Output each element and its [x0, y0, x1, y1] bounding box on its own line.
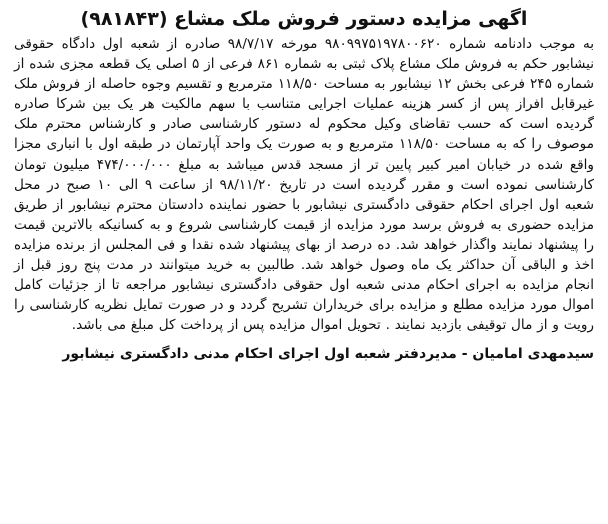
- notice-body: به موجب دادنامه شماره ۹۸۰۹۹۷۵۱۹۷۸۰۰۶۲۰ مورخه ۹۸/۷/۱۷ صادره از شعبه اول دادگاه حقوقی نیشابور حکم به فروش ملک مشاع پلاک ثبتی به شماره ۸۶۱ فرعی از ۵ اصلی یک قطعه مجزی شده از شماره ۲۴۵ فرعی بخش ۱۲ نیشابور به مساحت ۱۱۸/۵۰ مترمربع و تقسیم وجوه حاصله از فروش ملک غیرقابل افراز پس از کسر هزینه عملیات اجرایی متناسب با سهم مالکیت هر یک بین شرکا صادره گردیده است که حسب تقاضای وکیل محکوم له دستور کارشناسی صادر و کارشناس محترم ملک موصوف را که به مساحت ۱۱۸/۵۰ مترمربع و به صورت یک واحد آپارتمان در طبقه اول با انباری مجزا واقع شده در خیابان امیر کبیر پایین تر از مسجد قدس میباشد به مبلغ ۴۷۴/۰۰۰/۰۰۰ میلیون تومان کارشناسی نموده است و مقرر گردیده است در تاریخ ۹۸/۱۱/۲۰ از ساعت ۹ الی ۱۰ صبح در محل شعبه اول اجرای احکام حقوقی دادگستری نیشابور با حضور نماینده دادستان محترم نیشابور از طریق مزایده حضوری به فروش برسد مورد مزایده از قیمت کارشناسی شروع و به کسانیکه بالاترین قیمت را پیشنهاد نمایند واگذار خواهد شد. ده درصد از بهای پیشنهاد شده نقدا و فی المجلس از برنده مزایده اخذ و الباقی آن حداکثر یک ماه وصول خواهد شد. طالبین به خرید میتوانند در مدت پنج روز قبل از انجام مزایده به اجرای احکام مدنی شعبه اول حقوقی دادگستری نیشابور مراجعه تا از جزئیات کامل اموال مورد مزایده مطلع و مزایده برای خریداران تشریح گردد و در صورت تمایل نظریه کارشناسی را رویت و از مال توقیفی بازدید نمایند . تحویل اموال مزایده پس از پرداخت کل مبلغ می باشد.: [14, 36, 595, 334]
- notice-signature: سیدمهدی امامیان - مدیردفتر شعبه اول اجرای احکام مدنی دادگستری نیشابور: [62, 346, 594, 363]
- notice-title: اگهی مزایده دستور فروش ملک مشاع (۹۸۱۸۴۳): [80, 8, 528, 30]
